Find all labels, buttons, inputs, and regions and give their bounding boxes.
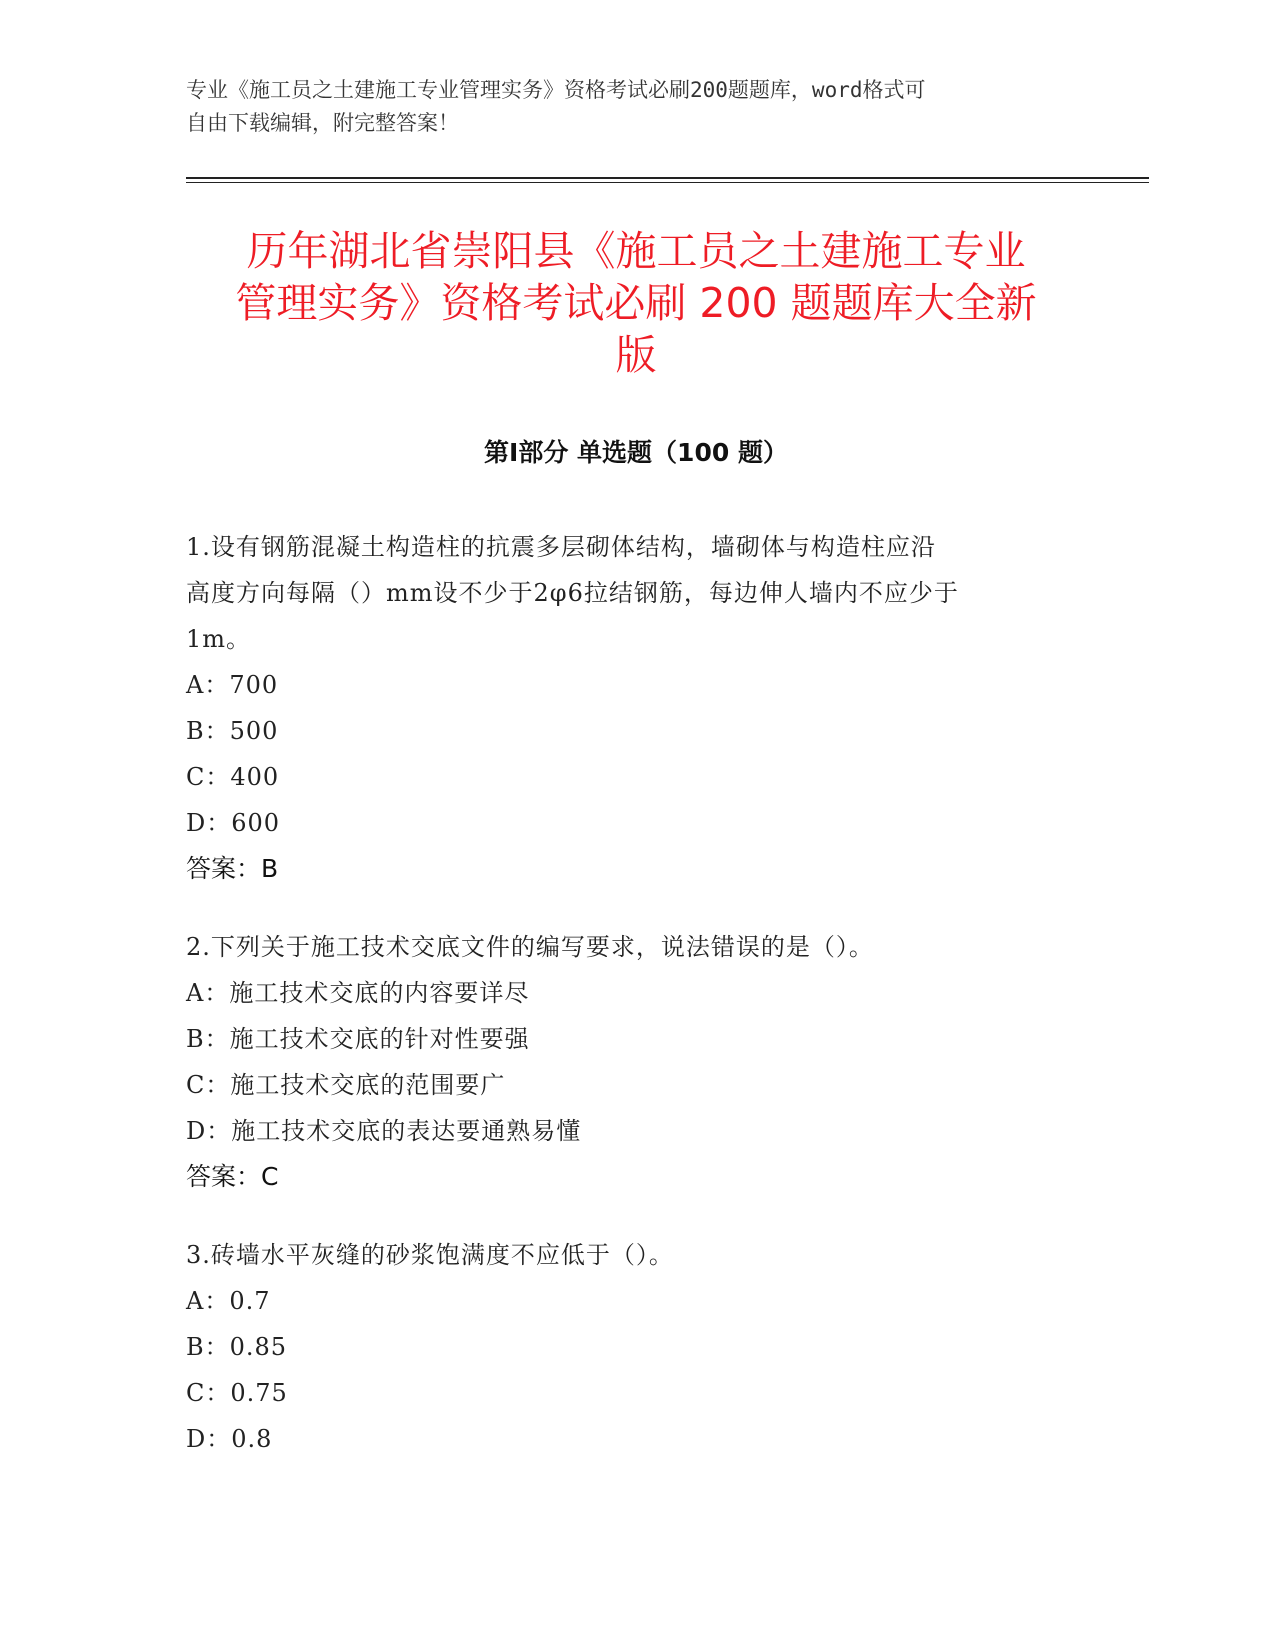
header-note-line: 专业《施工员之土建施工专业管理实务》资格考试必刷200题题库，word格式可 (186, 78, 926, 102)
option-a: A：0.7 (186, 1287, 271, 1315)
question-stem-line: 1m。 (186, 625, 252, 653)
option-c: C：0.75 (186, 1379, 288, 1407)
option-a: A：700 (186, 671, 279, 699)
question-stem-line: 1.设有钢筋混凝土构造柱的抗震多层砌体结构，墙砌体与构造柱应沿 (186, 533, 936, 561)
title-line: 版 (615, 331, 657, 379)
header-divider-thin (186, 182, 1149, 183)
question-stem-line: 高度方向每隔（）mm设不少于2φ6拉结钢筋，每边伸人墙内不应少于 (186, 579, 959, 607)
answer: 答案：B (186, 854, 279, 883)
question-list (186, 524, 1086, 1494)
option-c: C：400 (186, 763, 280, 791)
header-divider (186, 177, 1149, 179)
option-b: B：500 (186, 717, 279, 745)
option-d: D：0.8 (186, 1425, 273, 1453)
option-d: D：施工技术交底的表达要通熟易懂 (186, 1117, 582, 1145)
question-1 (186, 524, 1086, 892)
option-d: D：600 (186, 809, 281, 837)
option-c: C：施工技术交底的范围要广 (186, 1071, 506, 1099)
answer: 答案：C (186, 1162, 279, 1191)
title-line: 历年湖北省崇阳县《施工员之土建施工专业 (246, 227, 1026, 275)
question-3 (186, 1232, 1086, 1462)
question-stem-line: 3.砖墙水平灰缝的砂浆饱满度不应低于（）。 (186, 1241, 674, 1269)
question-stem-line: 2.下列关于施工技术交底文件的编写要求，说法错误的是（）。 (186, 933, 874, 961)
header-note (186, 74, 1066, 140)
option-a: A：施工技术交底的内容要详尽 (186, 979, 530, 1007)
section-heading: 第Ⅰ部分 单选题（100 题） (484, 438, 788, 467)
question-2 (186, 924, 1086, 1200)
title-line: 管理实务》资格考试必刷 200 题题库大全新 (235, 279, 1037, 327)
document-title (186, 225, 1086, 381)
header-note-line: 自由下载编辑，附完整答案！ (186, 111, 459, 135)
option-b: B：施工技术交底的针对性要强 (186, 1025, 530, 1053)
option-b: B：0.85 (186, 1333, 288, 1361)
